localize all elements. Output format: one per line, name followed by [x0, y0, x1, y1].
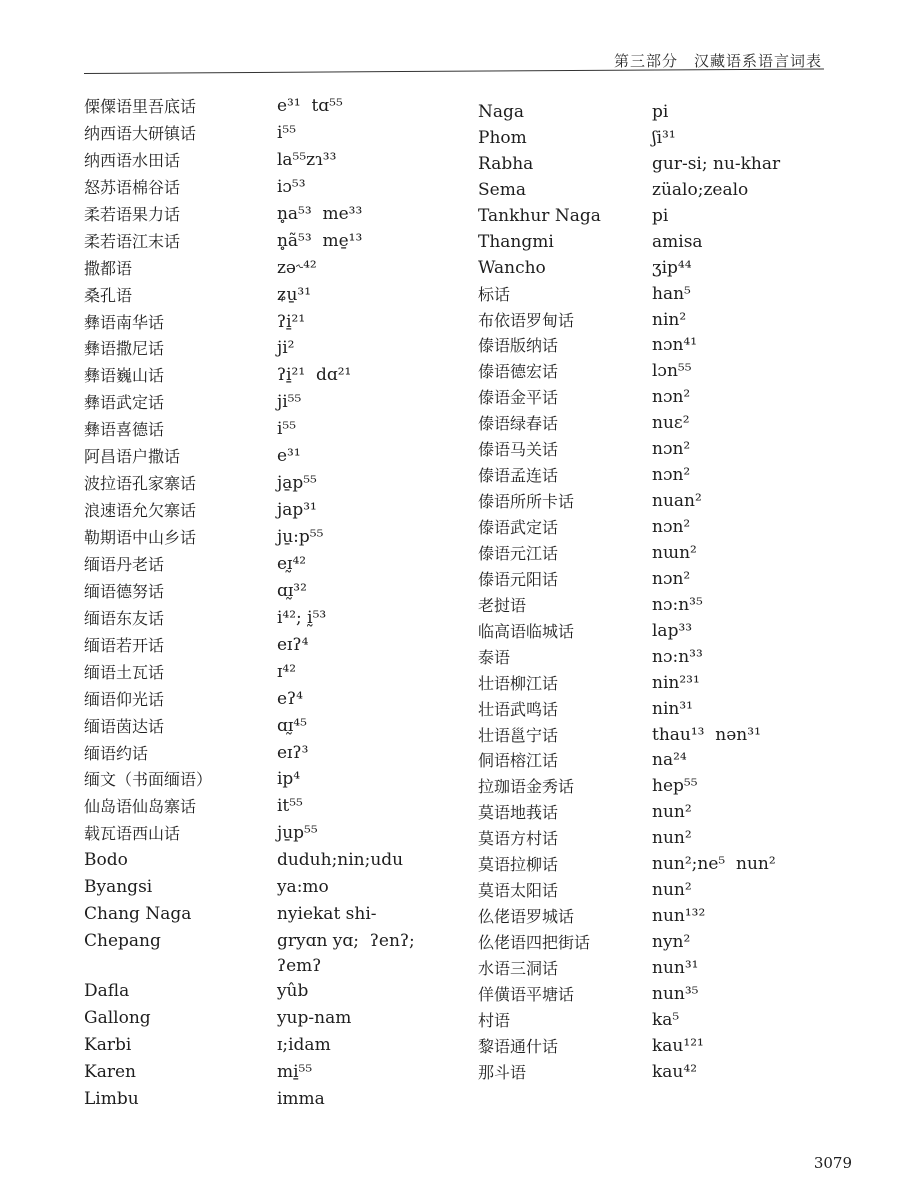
language-name: Karbi: [84, 1034, 132, 1055]
word-form: i⁵⁵: [276, 122, 297, 143]
word-form: ji²: [276, 338, 295, 359]
entry-row: [478, 1034, 858, 1060]
entry-row: [478, 463, 858, 489]
entry-row: [478, 748, 858, 774]
word-form: nin²³¹: [652, 672, 700, 693]
word-form: nɔn²: [652, 465, 691, 486]
entry-row: [478, 256, 858, 282]
word-form: ɪ⁴²: [276, 661, 297, 682]
word-form: eɪ̰⁴²: [276, 553, 307, 574]
language-name: Karen: [84, 1061, 136, 1082]
word-form: nun²: [652, 828, 692, 849]
word-form: kau¹²¹: [652, 1035, 704, 1056]
entry-row: [84, 741, 464, 768]
language-name: 缅语约话: [84, 743, 149, 763]
word-form: nun¹³²: [652, 906, 706, 927]
word-form: iɔ⁵³: [276, 176, 306, 197]
entry-row: [478, 697, 858, 723]
word-form: ka⁵: [652, 1009, 680, 1030]
entry-row: [478, 878, 858, 904]
entry-row: [84, 848, 464, 875]
running-header: 第三部分 汉藏语系语言词表: [613, 52, 822, 70]
language-name: Bodo: [84, 850, 128, 871]
language-name: 柔若语果力话: [84, 204, 181, 224]
language-name: 傣语武定话: [478, 518, 559, 537]
word-form: thau¹³ nən³¹: [652, 724, 761, 745]
word-form: ju̱:p⁵⁵: [276, 527, 324, 547]
word-form: ʔi̱²¹ dɑ²¹: [276, 365, 352, 386]
entry-row: [84, 902, 464, 929]
word-form: pi: [652, 102, 669, 122]
entry-row: [84, 579, 464, 606]
entry-row: [84, 202, 464, 229]
entry-row: [478, 308, 858, 334]
word-form: i⁴²; ḭ⁵³: [276, 607, 327, 628]
entry-row: [478, 671, 858, 697]
language-name: 傣语所所卡话: [478, 492, 575, 512]
language-name: 泰语: [478, 647, 511, 667]
word-form: nun³⁵: [652, 983, 699, 1004]
entry-row: [478, 333, 858, 359]
word-form: yûb: [276, 981, 309, 1002]
language-name: 傣语金平话: [478, 388, 559, 408]
word-form: ɑɪ̰³²: [276, 580, 307, 601]
word-form: e³¹: [276, 446, 301, 467]
entry-row: [478, 152, 858, 178]
word-form: amisa: [652, 231, 703, 252]
entry-row: [84, 444, 464, 471]
entry-row: [84, 310, 464, 337]
language-name: 壮语武鸣话: [478, 699, 559, 719]
word-form: la⁵⁵zɿ³³: [276, 149, 337, 170]
entry-row: [478, 385, 858, 411]
language-name: 彝语撒尼话: [84, 339, 165, 359]
word-form: gur-si; nu-khar: [652, 153, 781, 174]
word-form: n̥ã⁵³ me̱¹³: [276, 230, 363, 251]
entry-row: [84, 794, 464, 821]
entry-row: [478, 100, 858, 126]
language-name: 临高语临城话: [478, 621, 575, 641]
entry-row: [478, 982, 858, 1008]
language-name: 傣语马关话: [478, 440, 559, 460]
entry-row: [478, 1008, 858, 1034]
entry-row: [478, 904, 858, 930]
word-form: kau⁴²: [652, 1061, 698, 1082]
entry-row: [478, 489, 858, 515]
language-name: 莫语地莪话: [478, 803, 559, 823]
language-name: 标话: [478, 284, 511, 304]
word-form: ʔi̱²¹: [276, 311, 306, 332]
language-name: Chang Naga: [84, 904, 192, 925]
word-form: eʔ⁴: [276, 688, 303, 709]
entry-row: [478, 437, 858, 463]
word-form: nun²;ne⁵ nun²: [652, 854, 776, 875]
word-form: nɔ:n³⁵: [652, 594, 703, 615]
language-name: 缅语仰光话: [84, 689, 165, 709]
language-name: 缅语德努话: [84, 581, 165, 601]
language-name: 彝语南华话: [84, 312, 165, 332]
language-name: 傈僳语里吾底话: [84, 97, 197, 116]
entry-row: [84, 1006, 464, 1033]
word-form: han⁵: [652, 283, 691, 304]
language-name: 傣语元江话: [478, 543, 559, 563]
word-form: nɔn⁴¹: [652, 335, 698, 356]
language-name: 仙岛语仙岛寨话: [84, 797, 197, 817]
entry-row: [478, 178, 858, 204]
language-name: 傣语元阳话: [478, 569, 559, 589]
word-form: gryɑn yɑ; ʔenʔ; ʔemʔ: [276, 931, 415, 977]
language-name: 傣语版纳话: [478, 336, 559, 356]
language-name: 桑孔语: [84, 285, 133, 305]
language-name: 撒都语: [84, 258, 133, 278]
word-form: eɪʔ⁴: [276, 634, 309, 655]
language-name: 黎语通什话: [478, 1036, 559, 1056]
language-name: 仫佬语四把街话: [478, 933, 591, 952]
word-form: e³¹ tɑ⁵⁵: [276, 96, 343, 116]
entry-row: [84, 471, 464, 498]
language-name: 佯僙语平塘话: [478, 984, 575, 1004]
page-number: 3079: [813, 1154, 852, 1172]
word-form: nɔn²: [652, 568, 691, 589]
language-name: Gallong: [84, 1008, 151, 1028]
entry-row: [478, 359, 858, 385]
entry-row: [84, 660, 464, 687]
language-name: 勒期语中山乡话: [84, 528, 197, 547]
entry-row: [478, 645, 858, 671]
entry-row: [478, 515, 858, 541]
word-form: nyiekat shi-: [276, 904, 377, 925]
word-form: i⁵⁵: [276, 419, 297, 440]
entry-row: [478, 541, 858, 567]
language-name: Tankhur Naga: [478, 205, 601, 226]
word-form: lɔn⁵⁵: [652, 361, 692, 382]
entry-row: [478, 800, 858, 826]
language-name: Wancho: [478, 257, 546, 278]
entry-row: [84, 929, 464, 979]
entry-row: [478, 956, 858, 982]
header-rule: [84, 68, 824, 74]
word-form: duduh;nin;udu: [276, 850, 404, 871]
word-form: n̥a⁵³ me³³: [276, 203, 363, 224]
entry-row: [478, 826, 858, 852]
word-form: na²⁴: [652, 750, 687, 771]
language-name: 彝语喜德话: [84, 420, 165, 440]
word-form: nɯn²: [652, 542, 697, 563]
language-name: 莫语太阳话: [478, 881, 559, 901]
word-form: nun²: [652, 802, 692, 823]
word-form: züalo;zealo: [652, 179, 749, 200]
word-form: nɔ:n³³: [652, 646, 703, 667]
entry-row: [84, 175, 464, 202]
entry-row: [478, 852, 858, 878]
word-form: nɔn²: [652, 517, 691, 537]
right-entry-column: [478, 100, 858, 1086]
word-form: pi: [652, 205, 669, 226]
language-name: 阿昌语户撒话: [84, 447, 181, 467]
entry-row: [84, 390, 464, 417]
word-form: eɪʔ³: [276, 742, 309, 763]
language-name: 壮语柳江话: [478, 673, 559, 693]
entry-row: [84, 1033, 464, 1060]
language-name: 那斗语: [478, 1062, 527, 1082]
word-form: nyn²: [652, 932, 691, 952]
language-name: 侗语榕江话: [478, 751, 559, 771]
language-name: Naga: [478, 102, 525, 122]
entry-row: [84, 1087, 464, 1114]
language-name: 拉珈语金秀话: [478, 777, 575, 797]
entry-row: [84, 1060, 464, 1087]
language-name: 村语: [478, 1010, 511, 1030]
language-name: Rabha: [478, 153, 534, 174]
language-name: 傣语孟连话: [478, 466, 559, 486]
entry-row: [478, 774, 858, 800]
word-form: lap³³: [652, 620, 693, 641]
entry-row: [478, 593, 858, 619]
entry-row: [84, 525, 464, 552]
language-name: 缅语东友话: [84, 608, 165, 628]
language-name: 布依语罗甸话: [478, 310, 575, 330]
entry-row: [84, 363, 464, 390]
language-name: 纳西语大研镇话: [84, 123, 197, 143]
language-name: 载瓦语西山话: [84, 824, 181, 844]
language-name: 缅语茵达话: [84, 716, 165, 736]
word-form: ɪ;idam: [276, 1034, 331, 1055]
language-name: 柔若语江末话: [84, 231, 181, 251]
word-form: nin²: [652, 309, 687, 330]
entry-row: [478, 126, 858, 152]
entry-row: [84, 875, 464, 902]
word-form: nun²: [652, 880, 692, 901]
entry-row: [478, 930, 858, 956]
entry-row: [84, 606, 464, 633]
language-name: 彝语武定话: [84, 393, 165, 413]
entry-row: [478, 230, 858, 256]
word-form: nin³¹: [652, 698, 693, 719]
entry-row: [84, 979, 464, 1006]
entry-row: [84, 256, 464, 283]
entry-row: [84, 767, 464, 794]
word-form: ʒip⁴⁴: [652, 257, 692, 278]
language-name: 老挝语: [478, 595, 527, 615]
language-name: Sema: [478, 179, 526, 200]
entry-row: [478, 1060, 858, 1086]
word-form: mi̱⁵⁵: [276, 1061, 313, 1082]
language-name: 彝语巍山话: [84, 366, 165, 386]
word-form: ju̱p⁵⁵: [276, 823, 318, 844]
language-name: 莫语方村话: [478, 829, 559, 849]
word-form: yup-nam: [276, 1008, 352, 1028]
entry-row: [84, 821, 464, 848]
entry-row: [478, 282, 858, 308]
language-name: 莫语拉柳话: [478, 855, 559, 875]
word-form: nuɛ²: [652, 413, 690, 434]
language-name: 浪速语允欠寨话: [84, 501, 197, 521]
word-form: ʃi³¹: [652, 127, 676, 148]
entry-row: [84, 714, 464, 741]
word-form: nɔn²: [652, 387, 691, 408]
language-name: 缅语土瓦话: [84, 662, 165, 682]
word-form: nɔn²: [652, 439, 691, 460]
word-form: zə˞⁴²: [276, 257, 317, 278]
word-form: nun³¹: [652, 957, 699, 978]
entry-row: [478, 411, 858, 437]
entry-row: [84, 148, 464, 175]
word-form: ip⁴: [276, 769, 301, 790]
language-name: 水语三洞话: [478, 958, 559, 978]
word-form: ya:mo: [276, 877, 329, 898]
word-form: ʑu̱³¹: [276, 284, 312, 305]
entry-row: [84, 498, 464, 525]
entry-row: [84, 633, 464, 660]
language-name: 仫佬语罗城话: [478, 907, 575, 927]
language-name: 缅文（书面缅语）: [84, 770, 213, 790]
language-name: Limbu: [84, 1088, 139, 1109]
word-form: ja̱p⁵⁵: [276, 473, 317, 494]
entry-row: [84, 552, 464, 579]
language-name: 缅语若开话: [84, 635, 165, 655]
word-form: ɑɪ̰⁴⁵: [276, 715, 307, 736]
entry-row: [84, 283, 464, 310]
entry-row: [84, 687, 464, 714]
word-form: it⁵⁵: [276, 796, 303, 817]
language-name: Byangsi: [84, 877, 153, 898]
word-form: nuan²: [652, 491, 702, 512]
language-name: Thangmi: [478, 231, 554, 252]
left-entry-column: [84, 94, 464, 1114]
word-form: jap³¹: [276, 500, 317, 521]
language-name: Phom: [478, 127, 527, 148]
word-form: imma: [276, 1088, 325, 1109]
language-name: Chepang: [84, 931, 161, 952]
entry-row: [478, 723, 858, 749]
language-name: 怒苏语棉谷话: [84, 177, 181, 197]
word-form: ji⁵⁵: [276, 392, 302, 413]
entry-row: [84, 229, 464, 256]
language-name: 纳西语水田话: [84, 150, 181, 170]
entry-row: [478, 567, 858, 593]
language-name: 傣语绿春话: [478, 414, 559, 434]
entry-row: [478, 619, 858, 645]
language-name: 缅语丹老话: [84, 554, 165, 574]
entry-row: [84, 417, 464, 444]
entry-row: [478, 204, 858, 230]
language-name: 傣语德宏话: [478, 362, 559, 382]
word-form: hep⁵⁵: [652, 776, 698, 797]
language-name: 波拉语孔家寨话: [84, 474, 197, 494]
language-name: Dafla: [84, 981, 130, 1002]
language-name: 壮语邕宁话: [478, 725, 559, 745]
entry-row: [84, 94, 464, 121]
entry-row: [84, 121, 464, 148]
entry-row: [84, 336, 464, 363]
